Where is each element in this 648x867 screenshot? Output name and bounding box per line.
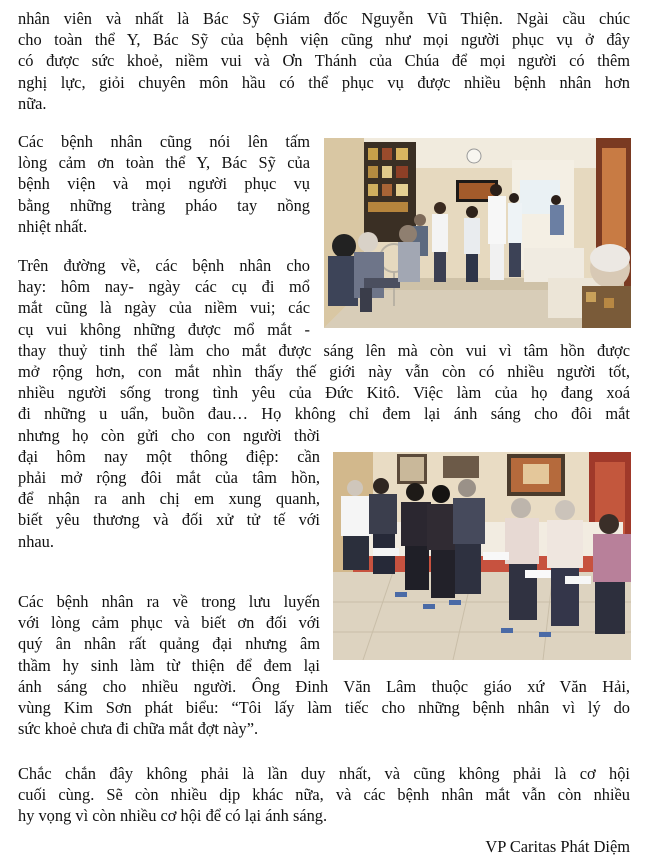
- text-line: hay: hôm nay- ngày các cụ đi mổ: [18, 277, 310, 297]
- text-line: thay thuỷ tinh thể làm cho mắt được sáng lên mà còn vui vì tâm hồn được: [18, 340, 630, 360]
- text-line: nhân viên và nhất là Bác Sỹ Giám đốc Nguyễn Vũ Thiện. Ngài cầu chúc: [18, 9, 630, 28]
- text-line: thầm hy sinh làm từ thiện để đem lại: [18, 655, 320, 675]
- text-line: hy vọng vì còn nhiều cơ hội để có lại ánh sáng.: [18, 806, 328, 826]
- text-line: nhau.: [18, 531, 54, 551]
- text-line: để nhận ra anh chị em xung quanh,: [18, 489, 320, 509]
- text-line: đi những u uẩn, buồn đau… Họ không chỉ đem lại ánh sáng cho đôi mắt: [18, 404, 630, 424]
- text-line: cho toàn thể Y, Bác Sỹ của bệnh viện cũng như mọi người phục vụ ở đây: [18, 30, 630, 50]
- text-line: sức khoẻ chưa đi chữa mắt đợt này”.: [18, 719, 259, 739]
- paragraph-2: [18, 131, 310, 237]
- text-line: bệnh viện và mọi người phục vụ: [18, 174, 310, 194]
- text-line: mắt cũng là ngày của niềm vui; các: [18, 298, 310, 318]
- signature: VP Caritas Phát Diệm: [485, 837, 630, 856]
- text-line: mở rộng hơn, con mắt nhìn thấy thế giới này vẫn còn có nhiều người tốt,: [18, 362, 630, 382]
- text-line: Các bệnh nhân ra về trong lưu luyến: [18, 592, 320, 611]
- text-line: lòng cảm ơn toàn thể Y, Bác Sỹ của: [18, 153, 310, 173]
- waiting-room-patients-photo: [333, 452, 631, 660]
- text-line: Các bệnh nhân cũng nói lên tấm: [18, 132, 310, 151]
- text-line: đại hôm nay một thông điệp: cần: [18, 446, 320, 466]
- paragraph-5: [18, 763, 630, 827]
- text-line: nhiều người sống trong tình yêu của Đức Kitô. Việc làm của họ đang xoá: [18, 383, 630, 403]
- text-line: ánh sáng cho nhiều người. Ông Đinh Văn Lâm thuộc giáo xứ Văn Hải,: [18, 676, 630, 696]
- text-line: phải mở rộng đôi mắt của tâm hồn,: [18, 468, 320, 488]
- text-line: nhiệt nhất.: [18, 216, 88, 236]
- text-line: nghị lực, giỏi chuyên môn hầu có thể phục vụ được nhiều bệnh nhân hơn: [18, 72, 630, 92]
- text-line: nhưng họ còn gửi cho con người thời: [18, 425, 320, 445]
- text-line: với lòng cảm phục và biết ơn đối với: [18, 613, 320, 633]
- text-line: cuối cùng. Sẽ còn nhiều dịp khác nữa, và các bệnh nhân mắt vẫn còn nhiều: [18, 785, 630, 805]
- text-line: Trên đường về, các bệnh nhân cho: [18, 256, 310, 275]
- hospital-lobby-photo: [324, 138, 631, 328]
- text-line: Chắc chắn đây không phải là lần duy nhất, và cũng không phải là cơ hội: [18, 764, 630, 783]
- text-line: bằng những tràng pháo tay nồng: [18, 195, 310, 215]
- paragraph-1: [18, 8, 630, 114]
- text-line: nữa.: [18, 93, 47, 113]
- text-line: cụ vui không những được mổ mắt -: [18, 319, 310, 339]
- text-line: biết yêu thương và đối xử tử tế với: [18, 510, 320, 530]
- text-line: quý ân nhân rất quảng đại nhưng âm: [18, 634, 320, 654]
- text-line: vùng Kim Sơn phát biểu: “Tôi lấy làm tiếc cho những bệnh nhân vì lý do: [18, 698, 630, 718]
- text-line: có được sức khoẻ, niềm vui và Ơn Thánh của Chúa để mọi người có thêm: [18, 51, 630, 71]
